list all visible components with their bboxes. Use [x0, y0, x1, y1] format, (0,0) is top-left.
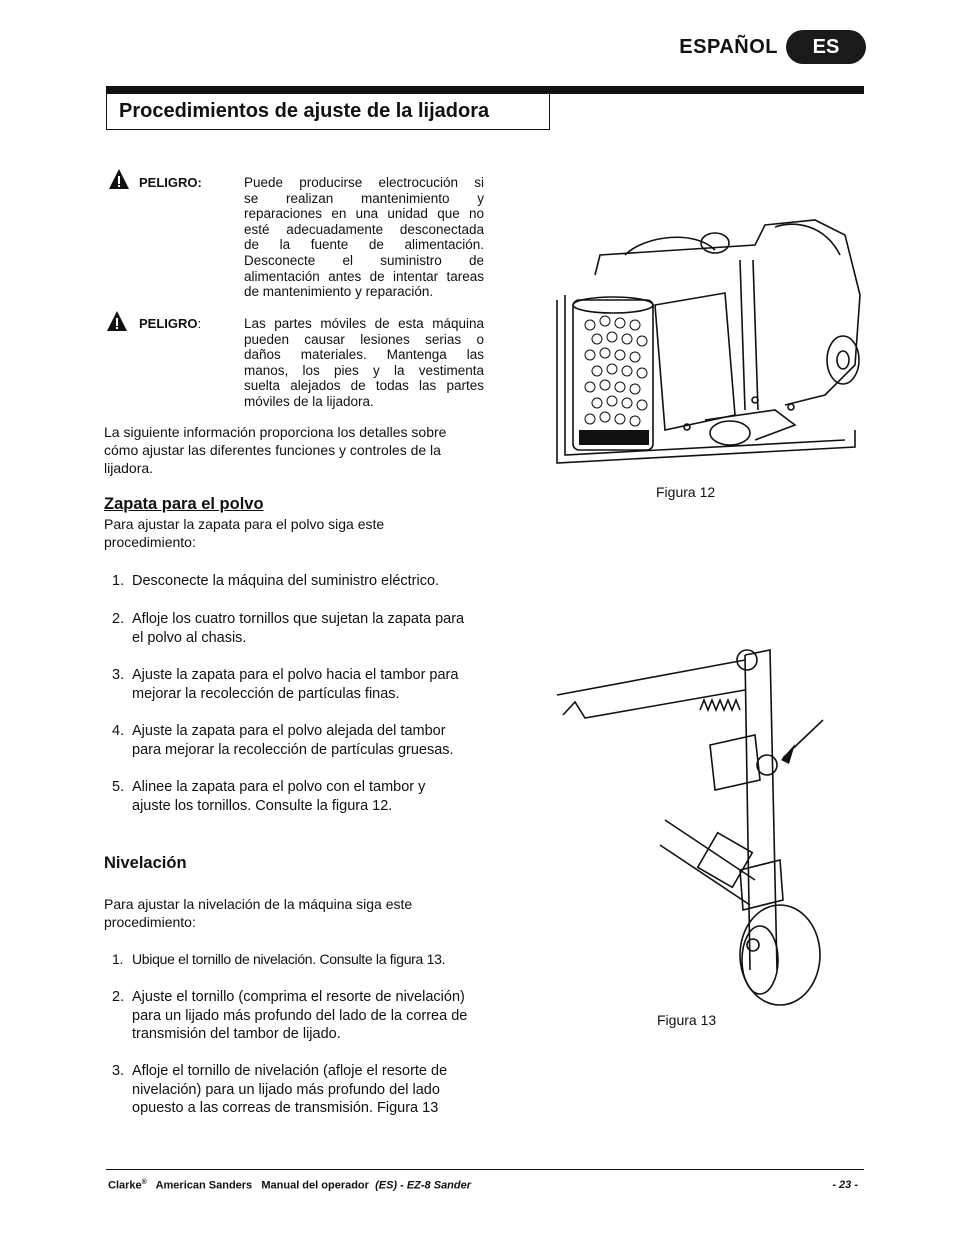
- footer-rule: [106, 1169, 864, 1170]
- dust-shoe-step: 4. Ajuste la zapata para el polvo alejada del tambor para mejorar la recolección de partículas gruesas.: [112, 723, 454, 758]
- footer-left: Clarke® American Sanders Manual del operador (ES) - EZ-8 Sander: [108, 1179, 472, 1192]
- figure-13-caption: Figura 13: [657, 1012, 717, 1028]
- section-title-box: [106, 94, 550, 130]
- leveling-step: 3. Afloje el tornillo de nivelación (afloje el resorte de nivelación) para un lijado más profundo del lado opuesto a las correas de transmisión. Figura 13: [112, 1063, 448, 1116]
- dust-shoe-step: 1. Desconecte la máquina del suministro eléctrico.: [112, 573, 440, 589]
- leveling-heading: Nivelación: [104, 854, 187, 872]
- figure-13-illustration: [555, 640, 835, 1010]
- dust-shoe-step: 5. Alinee la zapata para el polvo con el tambor y ajuste los tornillos. Consulte la figura 12.: [112, 779, 426, 814]
- leveling-step: 2. Ajuste el tornillo (comprima el resorte de nivelación) para un lijado más profundo del lado de la correa de transmisión del tambor de lijado.: [112, 989, 468, 1042]
- dust-shoe-step: 2. Afloje los cuatro tornillos que sujetan la zapata para el polvo al chasis.: [112, 611, 465, 646]
- warning-triangle-icon: [106, 310, 128, 332]
- warning-text: Puede producirse electrocución si se realizan mantenimiento y reparaciones en una unidad que no esté adecuadamente desconectada de la fuente de alimentación. Desconecte el suministro de alimentación antes de intentar tareas de mantenimiento y reparación.: [244, 175, 484, 300]
- figure-12-illustration: [555, 215, 867, 470]
- language-code-badge: ES: [786, 30, 866, 64]
- language-indicator: [679, 30, 866, 64]
- page-number: - 23 -: [832, 1179, 858, 1191]
- dust-shoe-heading: Zapata para el polvo: [104, 495, 264, 513]
- warning-label-2: PELIGRO:: [139, 316, 202, 331]
- header-rule: [106, 86, 864, 94]
- section-title: Procedimientos de ajuste de la lijadora: [119, 100, 490, 122]
- dust-shoe-step: 3. Ajuste la zapata para el polvo hacia el tambor para mejorar la recolección de partículas finas.: [112, 667, 459, 702]
- leveling-step: 1. Ubique el tornillo de nivelación. Consulte la figura 13.: [112, 951, 446, 967]
- dust-shoe-intro: Para ajustar la zapata para el polvo siga este procedimiento:: [104, 516, 385, 550]
- leveling-intro: Para ajustar la nivelación de la máquina siga este procedimiento:: [104, 896, 413, 930]
- warning-text-2: Las partes móviles de esta máquina pueden causar lesiones serias o daños materiales. Mantenga las manos, los pies y la vestimenta suelta alejados de todas las partes móviles de la lijadora.: [244, 316, 484, 409]
- warning-label: PELIGRO:: [139, 175, 202, 190]
- figure-12-caption: Figura 12: [656, 484, 716, 500]
- warning-triangle-icon: [108, 168, 130, 190]
- language-label: ESPAÑOL: [679, 35, 778, 58]
- intro-paragraph: La siguiente información proporciona los detalles sobre cómo ajustar las diferentes funciones y controles de la lijadora.: [104, 424, 447, 476]
